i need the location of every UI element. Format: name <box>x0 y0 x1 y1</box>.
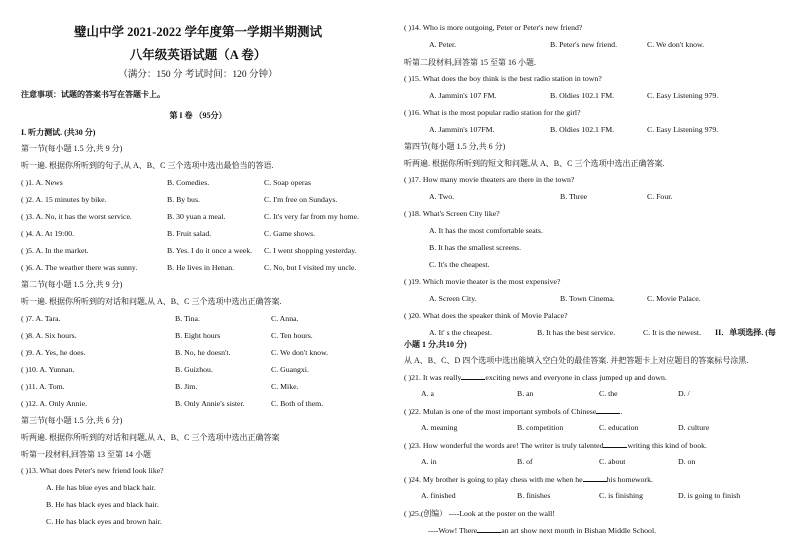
question-item: ( )20. What does the speaker think of Movie Palace? <box>404 311 568 320</box>
option-b: B. He has black eyes and black hair. <box>46 500 159 509</box>
option-c: C. Guangxi. <box>271 365 309 374</box>
answer-blank <box>596 406 623 416</box>
option-c: C. No, but I visited my uncle. <box>264 263 357 272</box>
option-c: C. He has black eyes and brown hair. <box>46 517 162 526</box>
question-item: ( )10. A. Yunnan. <box>21 365 75 374</box>
option-c: C. Easy Listening 979. <box>647 91 719 100</box>
option-b: B. Fruit salad. <box>167 229 212 238</box>
option-c: C. Four. <box>647 192 673 201</box>
option-b: B. an <box>517 389 534 398</box>
question-item: ( )1. A. News <box>21 178 63 187</box>
option-c: C. I went shopping yesterday. <box>264 246 357 255</box>
option-b: B. Comedies. <box>167 178 210 187</box>
option-b: B. He lives in Henan. <box>167 263 235 272</box>
exam-title: 璧山中学 2021-2022 学年度第一学期半期测试 <box>74 25 322 39</box>
option-b: B. competition <box>517 423 564 432</box>
option-b: B. Peter's new friend. <box>550 40 618 49</box>
option-c: C. It is the newest. <box>643 328 702 337</box>
option-b: B. It has the best service. <box>537 328 616 337</box>
volume-title: 第 I 卷 （95分） <box>169 111 227 120</box>
q21-pre: ( )21. It was really <box>404 373 462 382</box>
option-c: C. Mike. <box>271 382 299 391</box>
option-b: B. No, he doesn't. <box>175 348 231 357</box>
option-c: C. Anna. <box>271 314 299 323</box>
right-column <box>397 0 794 560</box>
answer-blank <box>477 525 501 533</box>
option-c: C. the <box>599 389 618 398</box>
question-item: ( )12. A. Only Annie. <box>21 399 88 408</box>
section4-instruction: 听两遍. 根据你所听到的短文和问题,从 A、B、C 三个选项中选出正确答案. <box>404 159 665 168</box>
option-d: D. culture <box>678 423 710 432</box>
q24-post: his homework. <box>606 475 653 484</box>
option-a: A. in <box>421 457 437 466</box>
option-d: D. is going to finish <box>678 491 741 500</box>
option-a: A. meaning <box>421 423 458 432</box>
question-item <box>404 440 707 450</box>
question-item: ( )14. Who is more outgoing, Peter or Peter's new friend? <box>404 23 583 32</box>
question-item: ( )11. A. Tom. <box>21 382 65 391</box>
question-item: ( )13. What does Peter's new friend look like? <box>21 466 164 475</box>
q21-post: exciting news and everyone in class jumped up and down. <box>485 373 667 382</box>
question-item: ( )25.(创编） ----Look at the poster on the wall! <box>404 509 555 518</box>
option-a: A. He has blue eyes and black hair. <box>46 483 156 492</box>
option-d: D. on <box>678 457 696 466</box>
option-a: A. Jammin's 107FM. <box>429 125 495 134</box>
option-b: B. Guizhou. <box>175 365 213 374</box>
section3-label: 第三节(每小题 1.5 分,共 6 分) <box>21 416 123 425</box>
exam-meta: （满分：150 分 考试时间：120 分钟） <box>118 70 278 80</box>
answer-blank <box>603 440 627 448</box>
option-c: C. Soap operas <box>264 178 311 187</box>
option-b: B. Three <box>560 192 588 201</box>
option-c: C. Easy Listening 979. <box>647 125 719 134</box>
section4-label: 第四节(每小题 1.5 分,共 6 分) <box>404 142 506 151</box>
section3-instruction: 听两遍. 根据你所听到的对话和问题,从 A、B、C 三个选项中选出正确答案 <box>21 433 280 442</box>
option-c: C. We don't know. <box>647 40 705 49</box>
question-item <box>404 372 667 382</box>
q25-pre: ----Wow! There <box>428 526 478 535</box>
answer-blank <box>583 474 607 482</box>
question-item: ( )15. What does the boy think is the best radio station in town? <box>404 74 602 83</box>
option-c: C. education <box>599 423 639 432</box>
notice: 注意事项：试题的答案书写在答题卡上。 <box>21 90 165 99</box>
option-b: B. Oldies 102.1 FM. <box>550 91 615 100</box>
answer-blank <box>461 372 485 380</box>
q24-pre: ( )24. My brother is going to play chess with me when he <box>404 475 583 484</box>
option-b: B. Jim. <box>175 382 198 391</box>
section2-label: 第二节(每小题 1.5 分,共 9 分) <box>21 280 123 289</box>
q22-post: . <box>620 407 623 416</box>
option-c: C. Ten hours. <box>271 331 313 340</box>
q23-pre: ( )23. How wonderful the words are! The writer is truly talented <box>404 441 604 450</box>
option-d: D. / <box>678 389 690 398</box>
question-item: ( )2. A. 15 minutes by bike. <box>21 195 107 204</box>
material2-note: 听第二段材料,回答第 15 至第 16 小题. <box>404 58 536 67</box>
option-b: B. Yes. I do it once a week. <box>167 246 253 255</box>
question-item: ( )5. A. In the market. <box>21 246 89 255</box>
question-item: ( )16. What is the most popular radio station for the girl? <box>404 108 581 117</box>
question-item: ( )7. A. Tara. <box>21 314 61 323</box>
option-a: A. Two. <box>429 192 455 201</box>
option-c: C. It's very far from my home. <box>264 212 359 221</box>
question-item: ( )17. How many movie theaters are there in the town? <box>404 175 575 184</box>
q22-pre: ( )22. Mulan is one of the most important symbols of Chinese <box>404 407 597 416</box>
option-c: C. Game shows. <box>264 229 316 238</box>
part2-heading: II．单项选择. (每 <box>715 328 776 337</box>
option-c: C. is finishing <box>599 491 643 500</box>
option-c: C. We don't know. <box>271 348 329 357</box>
material1-note: 听第一段材料,回答第 13 至第 14 小题 <box>21 450 151 459</box>
option-b: B. Only Annie's sister. <box>175 399 245 408</box>
question-item: ( )4. A. At 19:00. <box>21 229 75 238</box>
option-a: A. a <box>421 389 434 398</box>
exam-subtitle: 八年级英语试题（A 卷） <box>129 48 267 62</box>
part2-instruction: 从 A、B、C、D 四个选项中选出能填入空白处的最佳答案. 并把答题卡上对应题目的答案标号涂黑. <box>404 356 749 365</box>
question-item-line2 <box>428 525 656 535</box>
option-c: C. Movie Palace. <box>647 294 701 303</box>
option-c: C. It's the cheapest. <box>429 260 490 269</box>
question-item: ( )18. What's Screen City like? <box>404 209 500 218</box>
question-item: ( )8. A. Six hours. <box>21 331 77 340</box>
question-item: ( )3. A. No, it has the worst service. <box>21 212 132 221</box>
option-b: B. Eight hours <box>175 331 221 340</box>
section1-label: 第一节(每小题 1.5 分,共 9 分) <box>21 144 123 153</box>
option-a: A. It has the most comfortable seats. <box>429 226 543 235</box>
question-item: ( )9. A. Yes, he does. <box>21 348 86 357</box>
option-b: B. Tina. <box>175 314 200 323</box>
question-item <box>404 474 653 484</box>
question-item: ( )6. A. The weather there was sunny. <box>21 263 138 272</box>
left-column <box>0 0 396 560</box>
option-b: B. Oldies 102.1 FM. <box>550 125 615 134</box>
option-b: B. Town Cinema. <box>560 294 615 303</box>
part2-heading-cont: 小题 1 分,共10 分) <box>404 340 467 349</box>
option-c: C. Both of them. <box>271 399 324 408</box>
question-item <box>404 406 622 416</box>
option-a: A. Screen City. <box>429 294 477 303</box>
section1-instruction: 听一遍. 根据你所听到的句子,从 A、B、C 三个选项中选出最恰当的答语. <box>21 161 274 170</box>
q25-post: an art show next month in Bishan Middle School. <box>501 526 657 535</box>
option-c: C. I'm free on Sundays. <box>264 195 338 204</box>
section2-instruction: 听一遍. 根据你所听到的对话和问题,从 A、B、C 三个选项中选出正确答案. <box>21 297 282 306</box>
option-a: A. finished <box>421 491 456 500</box>
option-b: B. finishes <box>517 491 551 500</box>
option-b: B. By bus. <box>167 195 200 204</box>
listening-heading: I. 听力测试. (共30 分) <box>21 128 96 137</box>
option-a: A. It' s the cheapest. <box>429 328 492 337</box>
option-b: B. of <box>517 457 533 466</box>
option-a: A. Peter. <box>429 40 457 49</box>
option-a: A. Jammin's 107 FM. <box>429 91 497 100</box>
option-c: C. about <box>599 457 626 466</box>
option-b: B. It has the smallest screens. <box>429 243 522 252</box>
q23-post: writing this kind of book. <box>627 441 707 450</box>
option-b: B. 30 yuan a meal. <box>167 212 226 221</box>
question-item: ( )19. Which movie theater is the most expensive? <box>404 277 561 286</box>
